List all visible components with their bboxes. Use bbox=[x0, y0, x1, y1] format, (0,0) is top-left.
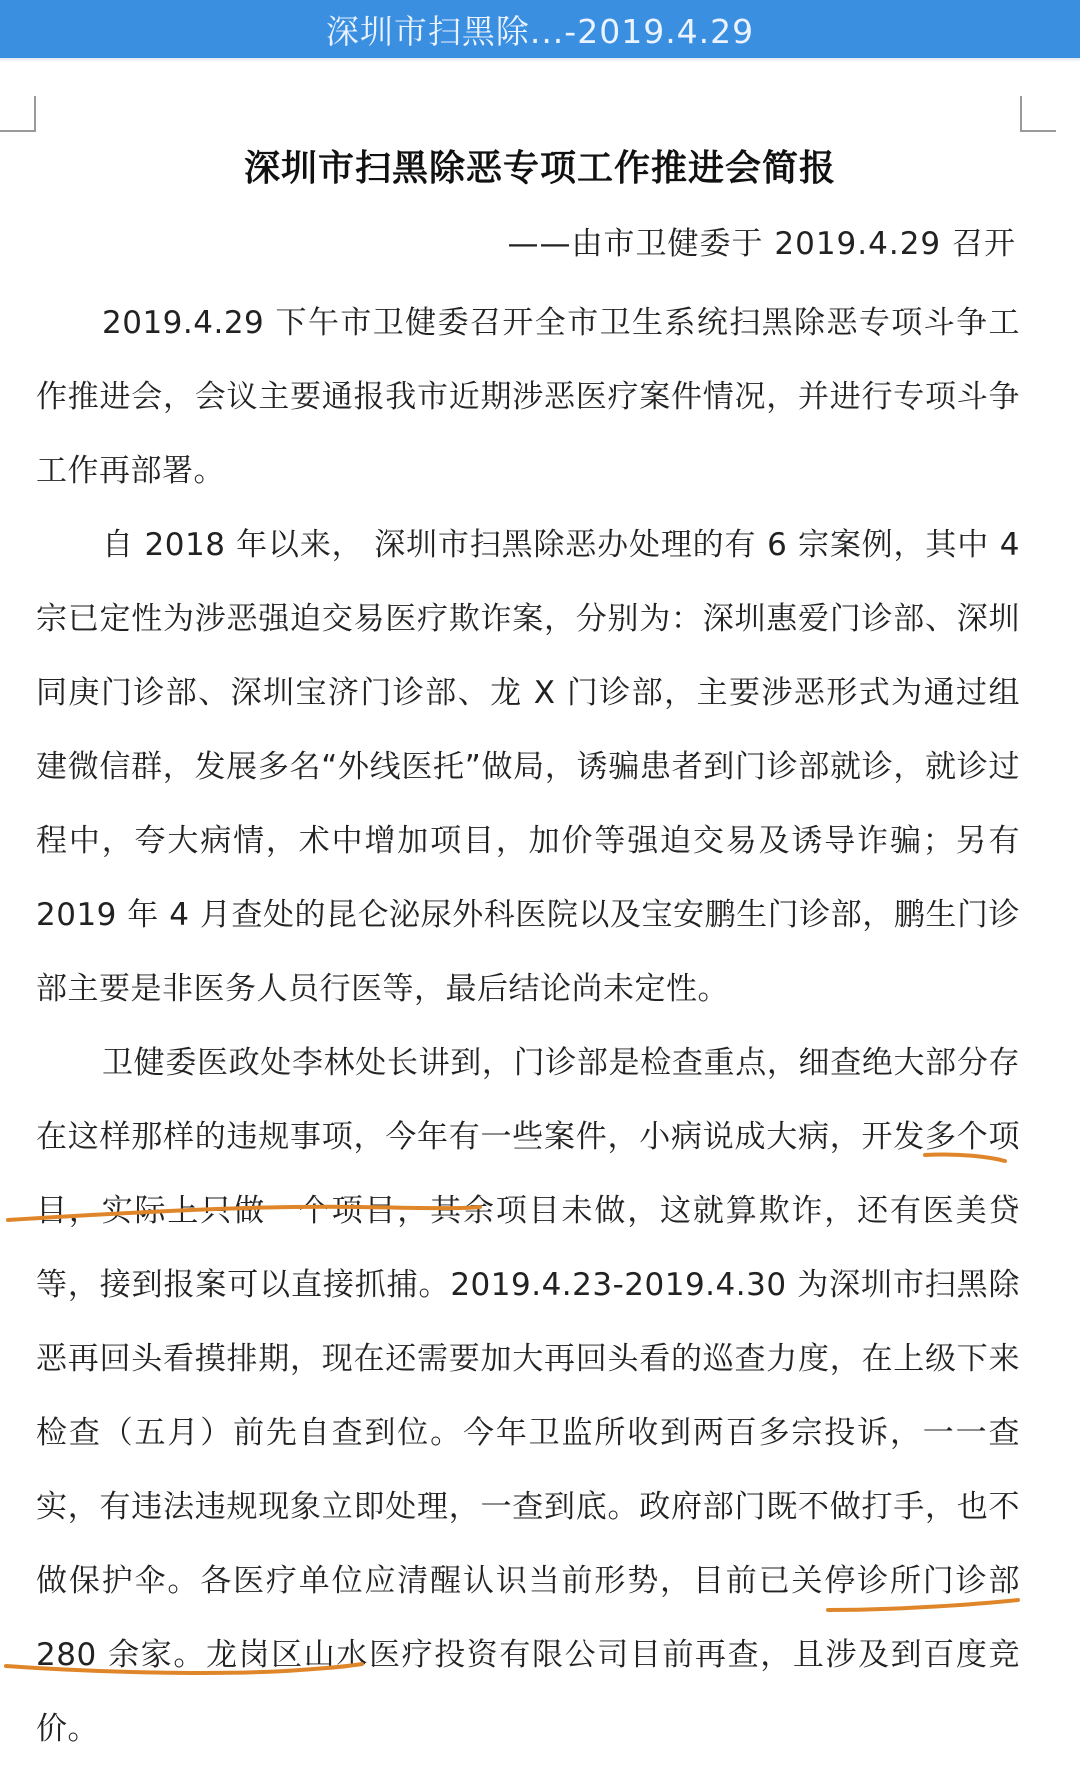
window-title: 深圳市扫黑除...-2019.4.29 bbox=[325, 11, 755, 51]
document-subtitle: ——由市卫健委于 2019.4.29 召开 bbox=[507, 226, 1016, 262]
paragraph-3: 卫健委医政处李林处长讲到，门诊部是检查重点，细查绝大部分存在这样那样的违规事项，今年有一些案件，小病说成大病，开发多个项目，实际上只做一个项目，其余项目未做，这就算欺诈，还有医美贷等，接到报案可以直接抓捕。2019.4.23-2019.4.30 为深圳市扫黑除恶再回头看摸排期，现在还需要加大再回头看的巡查力度，在上级下来检查（五月）前先自查到位。今年卫监所收到两百多宗投诉，一一查实，有违法违规现象立即处理，一查到底。政府部门既不做打手，也不做保护伞。各医疗单位应清醒认识当前形势，目前已关停诊所门诊部 280 余家。龙岗区山水医疗投资有限公司目前再查，且涉及到百度竞价。 bbox=[36, 1045, 1020, 1747]
paragraph-1: 2019.4.29 下午市卫健委召开全市卫生系统扫黑除恶专项斗争工作推进会，会议主要通报我市近期涉恶医疗案件情况，并进行专项斗争工作再部署。 bbox=[36, 305, 1020, 489]
page-edge bbox=[0, 58, 1080, 62]
document-title: 深圳市扫黑除恶专项工作推进会简报 bbox=[243, 148, 836, 189]
document-body[interactable] bbox=[36, 286, 1020, 1766]
app-title-bar bbox=[0, 0, 1080, 58]
page-corner-mark-left bbox=[0, 96, 36, 132]
page-corner-mark-right bbox=[1020, 96, 1056, 132]
paragraph-2: 自 2018 年以来， 深圳市扫黑除恶办处理的有 6 宗案例，其中 4 宗已定性为涉恶强迫交易医疗欺诈案，分别为：深圳惠爱门诊部、深圳同庚门诊部、深圳宝济门诊部、龙 X 门诊部，主要涉恶形式为通过组建微信群，发展多名“外线医托”做局，诱骗患者到门诊部就诊，就诊过程中，夸大病情，术中增加项目，加价等强迫交易及诱导诈骗；另有 2019 年 4 月查处的昆仑泌尿外科医院以及宝安鹏生门诊部，鹏生门诊部主要是非医务人员行医等，最后结论尚未定性。 bbox=[36, 527, 1020, 1007]
